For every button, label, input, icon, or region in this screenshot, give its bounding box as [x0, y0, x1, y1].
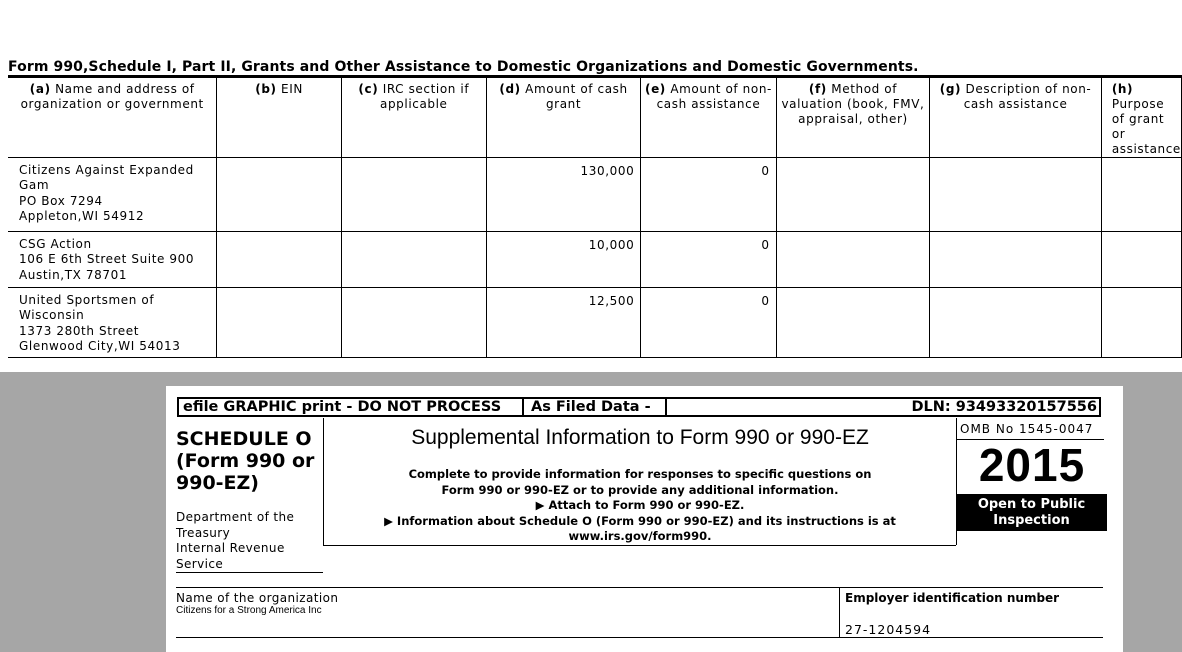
- as-filed-label: As Filed Data -: [531, 399, 651, 415]
- tax-year: 2015: [978, 439, 1086, 491]
- ein-cell: [217, 158, 341, 232]
- irc-cell: [341, 288, 486, 358]
- table-header-row: [8, 78, 1182, 158]
- irc-cell: [341, 232, 486, 288]
- divider: [176, 587, 1103, 588]
- header-g: (g) Description of non-cash assistance: [930, 78, 1102, 158]
- divider: [665, 399, 667, 415]
- department-label: Department of the Treasury Internal Revenue Service: [176, 510, 295, 571]
- description-cell: [930, 288, 1102, 358]
- valuation-cell: [776, 232, 930, 288]
- org-name-value: Citizens for a Strong America Inc: [176, 605, 322, 616]
- grantee-name-cell: Citizens Against Expanded Gam PO Box 7294 Appleton,WI 54912: [8, 158, 217, 232]
- table-row: [8, 288, 1182, 358]
- header-d: (d) Amount of cash grant: [486, 78, 641, 158]
- header-f: (f) Method of valuation (book, FMV, appraisal, other): [776, 78, 930, 158]
- efile-label: efile GRAPHIC print - DO NOT PROCESS: [183, 399, 502, 415]
- schedule-o-page: [166, 386, 1123, 652]
- table-row: [8, 232, 1182, 288]
- schedule-o-title: SCHEDULE O (Form 990 or 990-EZ): [176, 428, 315, 494]
- header-e: (e) Amount of non-cash assistance: [641, 78, 776, 158]
- description-cell: [930, 158, 1102, 232]
- non-cash-cell: 0: [641, 232, 776, 288]
- description-cell: [930, 232, 1102, 288]
- non-cash-cell: 0: [641, 158, 776, 232]
- divider: [176, 637, 1103, 638]
- valuation-cell: [776, 288, 930, 358]
- table-row: [8, 158, 1182, 232]
- open-to-public-badge: Open to Public Inspection: [956, 494, 1107, 531]
- header-c: (c) IRC section if applicable: [341, 78, 486, 158]
- irc-cell: [341, 158, 486, 232]
- purpose-cell: [1101, 288, 1181, 358]
- divider: [522, 399, 524, 415]
- ein-cell: [217, 232, 341, 288]
- header-a: (a) Name and address of organization or government: [8, 78, 217, 158]
- ein-label: Employer identification number: [845, 591, 1060, 605]
- dln-label: DLN: 93493320157556: [911, 399, 1097, 415]
- header-h: (h) Purpose of grant or assistance: [1101, 78, 1181, 158]
- omb-number: OMB No 1545-0047: [960, 422, 1094, 436]
- efile-header-bar: [177, 397, 1101, 417]
- divider: [176, 572, 323, 573]
- purpose-cell: [1101, 232, 1181, 288]
- divider: [323, 545, 956, 546]
- grantee-name-cell: United Sportsmen of Wisconsin 1373 280th Street Glenwood City,WI 54013: [8, 288, 217, 358]
- cash-grant-cell: 12,500: [486, 288, 641, 358]
- cash-grant-cell: 130,000: [486, 158, 641, 232]
- header-b: (b) EIN: [217, 78, 341, 158]
- ein-value: 27-1204594: [845, 622, 932, 637]
- grants-table: [8, 77, 1182, 358]
- org-name-label: Name of the organization: [176, 591, 339, 605]
- purpose-cell: [1101, 158, 1181, 232]
- divider: [839, 587, 840, 637]
- valuation-cell: [776, 158, 930, 232]
- non-cash-cell: 0: [641, 288, 776, 358]
- form-title: Supplemental Information to Form 990 or 990-EZ: [411, 426, 869, 449]
- form-instructions: Complete to provide information for responses to specific questions on Form 990 or 990-EZ or to provide any additional information. ▶ Attach to Form 990 or 990-EZ. ▶ Information about Schedule O (Form 990 or 990-EZ) and its instructions is at www.irs.gov/form990.: [384, 467, 896, 543]
- schedule-i-title: Form 990,Schedule I, Part II, Grants and Other Assistance to Domestic Organizations and Domestic Governments.: [8, 59, 919, 75]
- grantee-name-cell: CSG Action 106 E 6th Street Suite 900 Austin,TX 78701: [8, 232, 217, 288]
- cash-grant-cell: 10,000: [486, 232, 641, 288]
- ein-cell: [217, 288, 341, 358]
